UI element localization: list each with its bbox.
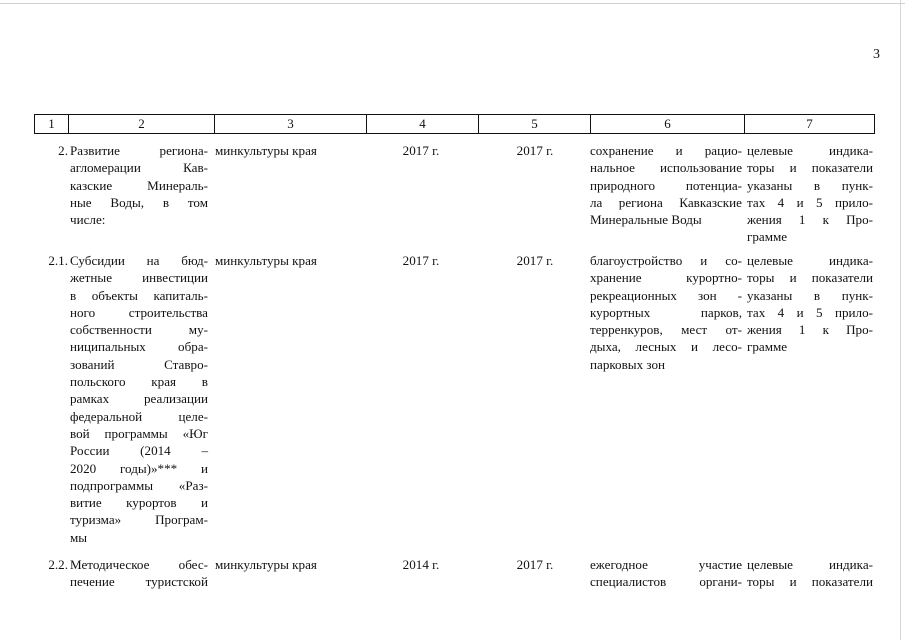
row-number: 2.1.	[48, 253, 68, 268]
text-line: рамках реализации	[70, 391, 208, 407]
start-date: 2017 г.	[402, 253, 440, 268]
end-date: 2017 г.	[516, 143, 554, 158]
row-number: 2.2.	[48, 557, 68, 572]
text-line: торы и показатели	[747, 270, 873, 286]
text-line: специалистов органи-	[590, 574, 742, 590]
text-line: агломерации Кав-	[70, 160, 208, 176]
text-line: жетные инвестиции	[70, 270, 208, 286]
text-line: благоустройство и со-	[590, 253, 742, 268]
header-cell-5: 5	[479, 115, 591, 134]
text-line: Развитие региона-	[70, 143, 208, 158]
text-line: дыха, лесных и лесо-	[590, 339, 742, 355]
text-line: терренкуров, мест от-	[590, 322, 742, 338]
text-line: тах 4 и 5 прило-	[747, 194, 873, 210]
page-right-edge	[900, 0, 901, 640]
header-cell-1: 1	[35, 115, 69, 134]
text-line: в объекты капиталь-	[70, 287, 208, 303]
start-date: 2014 г.	[402, 557, 440, 572]
text-line: мы	[70, 529, 88, 545]
text-line: жения 1 к Про-	[747, 322, 873, 338]
column-number-header	[34, 114, 875, 134]
activity-name	[70, 556, 208, 591]
expected-result	[590, 252, 742, 373]
text-line: 2020 годы)»*** и	[70, 460, 208, 476]
text-line: тах 4 и 5 прило-	[747, 304, 873, 320]
page-top-edge	[0, 3, 905, 4]
executor: минкультуры края	[215, 557, 317, 572]
end-date: 2017 г.	[516, 557, 554, 572]
executor: минкультуры края	[215, 143, 317, 158]
text-line: торы и показатели	[747, 574, 873, 590]
text-line: целевые индика-	[747, 253, 873, 268]
indicator-link	[747, 142, 873, 246]
row-number: 2.	[58, 143, 68, 158]
header-cell-3: 3	[215, 115, 367, 134]
text-line: Субсидии на бюд-	[70, 253, 208, 268]
text-line: ла региона Кавказские	[590, 194, 742, 210]
text-line: зований Ставро-	[70, 356, 208, 372]
text-line: ные Воды, в том	[70, 194, 208, 210]
text-line: собственности му-	[70, 322, 208, 338]
page-number: 3	[873, 47, 880, 62]
header-cell-2: 2	[69, 115, 215, 134]
activity-name	[70, 252, 208, 546]
text-line: парковых зон	[590, 356, 666, 372]
executor: минкультуры края	[215, 253, 317, 268]
text-line: числе:	[70, 212, 106, 228]
text-line: ниципальных обра-	[70, 339, 208, 355]
text-line: грамме	[747, 339, 788, 355]
start-date: 2017 г.	[402, 143, 440, 158]
text-line: казские Минераль-	[70, 177, 208, 193]
text-line: подпрограммы «Раз-	[70, 477, 208, 493]
text-line: туризма» Програм-	[70, 512, 208, 528]
text-line: указаны в пунк-	[747, 287, 873, 303]
header-cell-4: 4	[367, 115, 479, 134]
text-line: природного потенциа-	[590, 177, 742, 193]
text-line: целевые индика-	[747, 557, 873, 572]
text-line: России (2014 –	[70, 443, 208, 459]
text-line: Минеральные Воды	[590, 212, 702, 228]
expected-result	[590, 142, 742, 228]
indicator-link	[747, 252, 873, 356]
header-cell-7: 7	[745, 115, 875, 134]
text-line: печение туристской	[70, 574, 208, 590]
text-line: ежегодное участие	[590, 557, 742, 572]
expected-result	[590, 556, 742, 591]
text-line: указаны в пунк-	[747, 177, 873, 193]
text-line: жения 1 к Про-	[747, 212, 873, 228]
text-line: ного строительства	[70, 304, 208, 320]
header-cell-6: 6	[591, 115, 745, 134]
text-line: витие курортов и	[70, 495, 208, 511]
header-row	[35, 115, 875, 134]
end-date: 2017 г.	[516, 253, 554, 268]
text-line: сохранение и рацио-	[590, 143, 742, 158]
text-line: Методическое обес-	[70, 557, 208, 572]
text-line: целевые индика-	[747, 143, 873, 158]
text-line: торы и показатели	[747, 160, 873, 176]
text-line: хранение курортно-	[590, 270, 742, 286]
text-line: вой программы «Юг	[70, 425, 208, 441]
text-line: грамме	[747, 229, 788, 245]
text-line: рекреационных зон -	[590, 287, 742, 303]
indicator-link	[747, 556, 873, 591]
text-line: польского края в	[70, 374, 208, 390]
text-line: курортных парков,	[590, 304, 742, 320]
text-line: федеральной целе-	[70, 408, 208, 424]
text-line: нальное использование	[590, 160, 742, 176]
activity-name	[70, 142, 208, 228]
